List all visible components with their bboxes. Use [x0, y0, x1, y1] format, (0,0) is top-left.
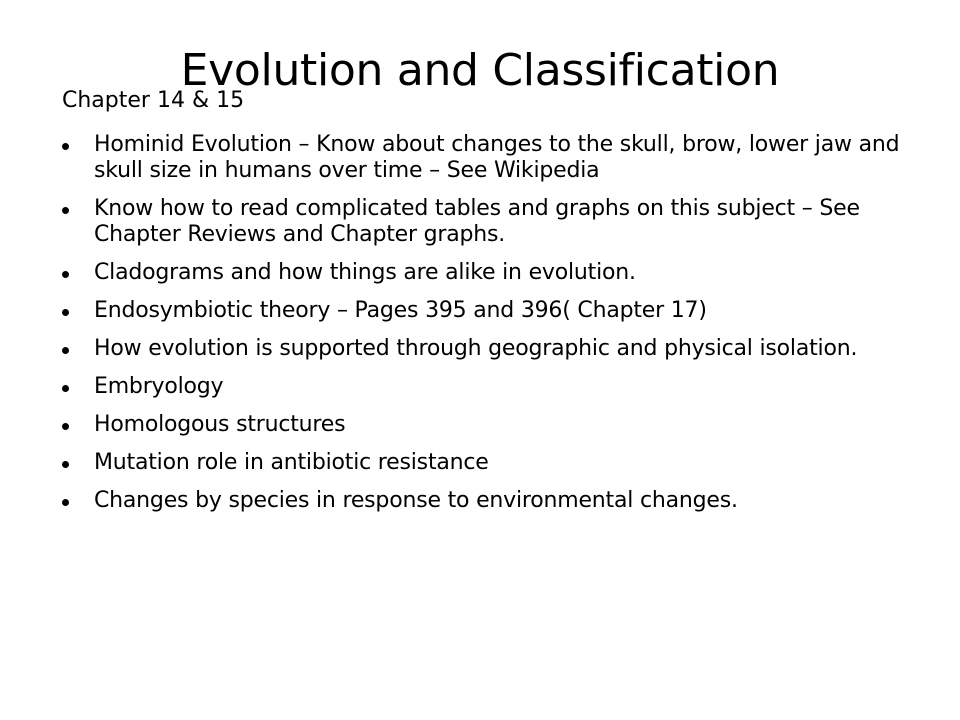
bullet-list: [62, 132, 922, 526]
bullet-icon: [62, 309, 69, 316]
bullet-text: Mutation role in antibiotic resistance: [94, 450, 489, 475]
bullet-item: [62, 196, 922, 248]
bullet-text: Cladograms and how things are alike in evolution.: [94, 260, 636, 285]
bullet-icon: [62, 347, 69, 354]
bullet-text: Know how to read complicated tables and graphs on this subject – See Chapter Reviews and Chapter graphs.: [94, 196, 860, 247]
bullet-icon: [62, 207, 69, 214]
bullet-item: [62, 298, 922, 324]
bullet-text: How evolution is supported through geographic and physical isolation.: [94, 336, 858, 361]
bullet-item: [62, 450, 922, 476]
bullet-item: [62, 132, 922, 184]
bullet-item: [62, 374, 922, 400]
bullet-icon: [62, 423, 69, 430]
bullet-icon: [62, 461, 69, 468]
bullet-text: Embryology: [94, 374, 224, 399]
bullet-item: [62, 336, 922, 362]
bullet-item: [62, 412, 922, 438]
bullet-text: Changes by species in response to environmental changes.: [94, 488, 738, 513]
chapter-subtitle: Chapter 14 & 15: [62, 88, 245, 113]
bullet-text: Endosymbiotic theory – Pages 395 and 396( Chapter 17): [94, 298, 707, 323]
bullet-item: [62, 260, 922, 286]
bullet-icon: [62, 499, 69, 506]
bullet-text: Homologous structures: [94, 412, 346, 437]
bullet-icon: [62, 271, 69, 278]
bullet-text: Hominid Evolution – Know about changes to the skull, brow, lower jaw and skull size in humans over time – See Wikipedia: [94, 132, 900, 183]
bullet-icon: [62, 143, 69, 150]
slide-title: Evolution and Classification: [180, 45, 780, 97]
bullet-icon: [62, 385, 69, 392]
bullet-item: [62, 488, 922, 514]
